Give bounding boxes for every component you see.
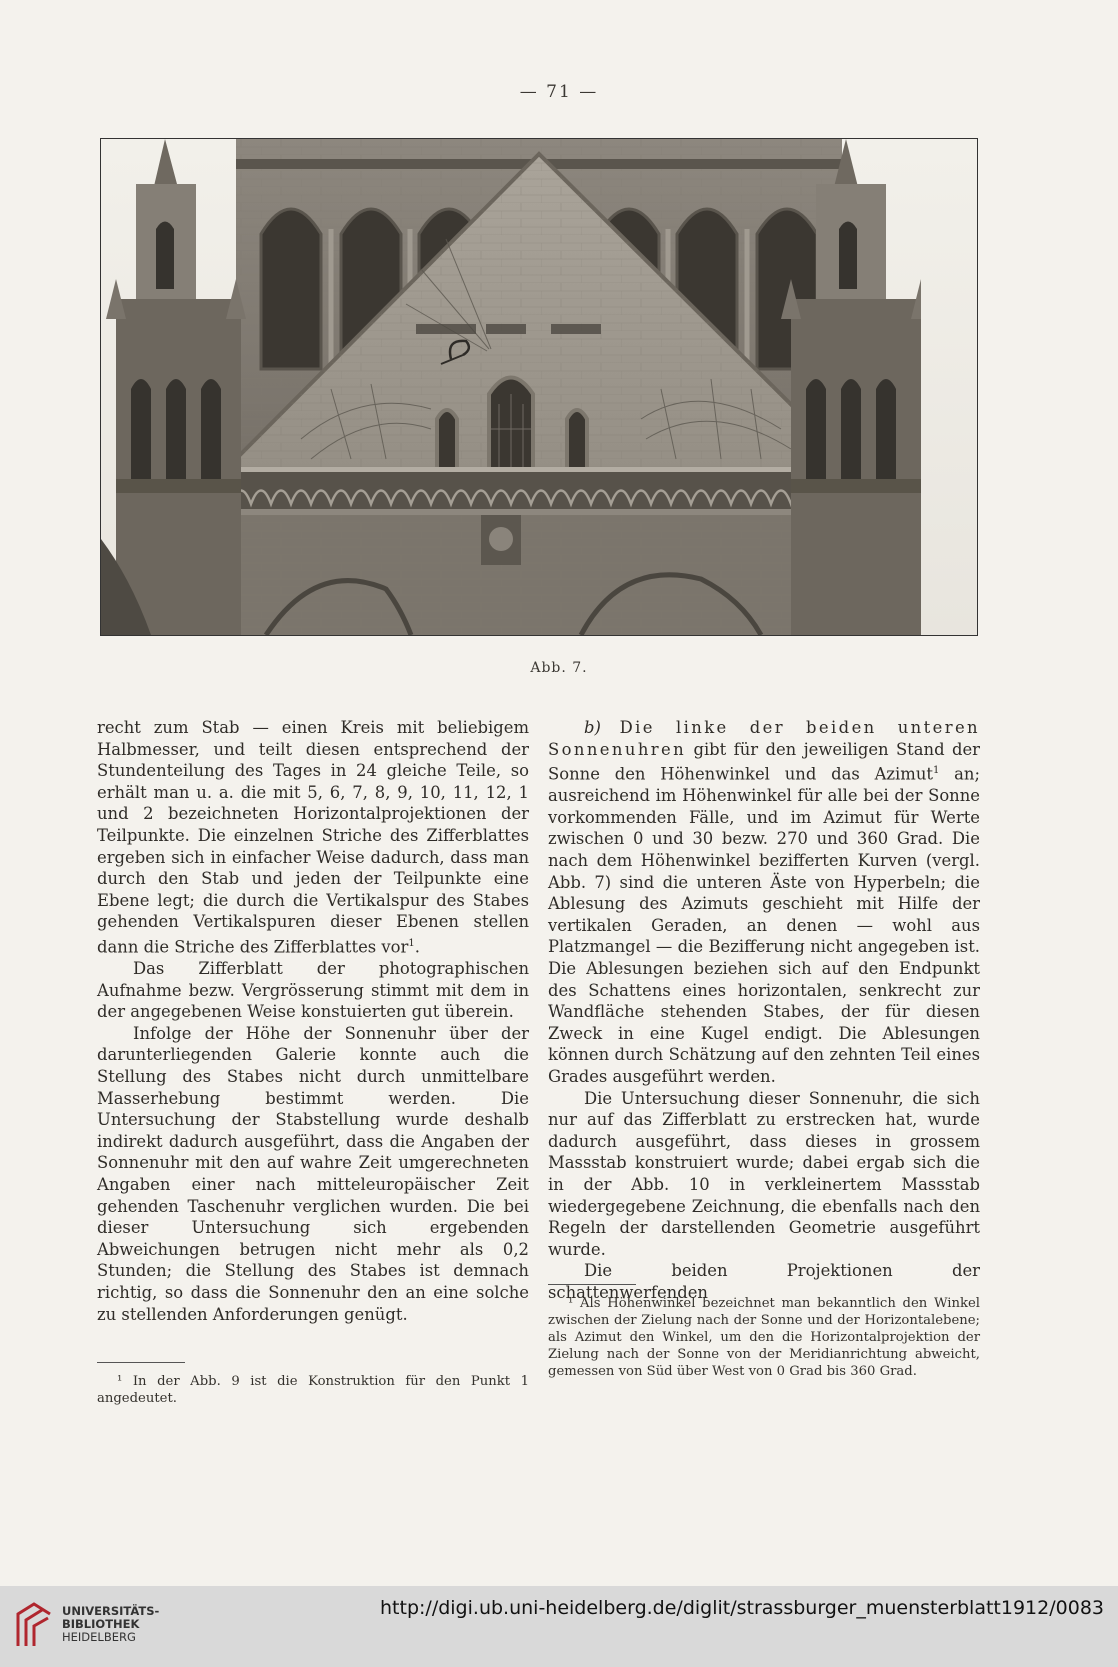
cathedral-facade-illustration — [101, 139, 977, 635]
left-column — [97, 717, 529, 1325]
right-footnote: ¹ Als Höhenwinkel bezeichnet man bekanntlich den Winkel zwischen der Zielung nach der Sonne und der Horizontalebene; als Azimut den Winkel, um den die Horizontalprojektion der Zielung nach der Sonne von der Meridianrichtung abweicht, gemessen von Süd über West von 0 Grad bis 360 Grad. — [548, 1296, 980, 1379]
right-footnote-block — [548, 1268, 980, 1380]
page-number: — 71 — — [519, 82, 599, 102]
right-paragraph-1: b) Die linke der beiden unteren Sonnenuhren gibt für den jeweiligen Stand der Sonne den Höhenwinkel und das Azimut$^1$ an; ausreichend im Höhenwinkel für alle bei der Sonne vorkommenden Fälle, und im Azimut für Werte zwischen 0 und 30 bezw. 270 und 360 Grad. Die nach dem Höhenwinkel bezifferten Kurven (vergl. Abb. 7) sind die unteren Äste von Hyperbeln; die Ablesung des Azimuts geschieht mit Hilfe der vertikalen Geraden, an denen — wohl aus Platzmangel — die Bezifferung nicht angegeben ist. Die Ablesungen beziehen sich auf den Endpunkt des Schattens eines horizontalen, senkrecht zur Wandfläche stehenden Stabes, der für diesen Zweck in eine Kugel endigt. Die Ablesungen können durch Schätzung auf den zehnten Teil eines Grades ausgeführt werden. — [548, 718, 981, 1086]
right-paragraph-2: Die Untersuchung dieser Sonnenuhr, die sich nur auf das Zifferblatt zu erstrecken hat, wurde dadurch ausgeführt, dass dieses in grossem Massstab konstruiert wurde; dabei ergab sich die in der Abb. 10 in verkleinertem Massstab wiedergegebene Zeichnung, die ebenfalls nach den Regeln der darstellenden Geometrie ausgeführt wurde. — [548, 1088, 980, 1259]
spaced-heading: Die linke der beiden unteren Sonnenuhren — [548, 718, 981, 759]
cathedral-photograph — [100, 138, 978, 636]
library-logo-icon — [14, 1600, 54, 1650]
right-paragraph-3: Die beiden Projektionen der schattenwerfenden — [548, 1261, 980, 1302]
left-paragraph-1: recht zum Stab — einen Kreis mit beliebigem Halbmesser, und teilt diesen entsprechend der Stundenteilung des Tages in 24 gleiche Teile, so erhält man u. a. die mit 5, 6, 7, 8, 9, 10, 11, 12, 1 und 2 bezeichneten Horizontalprojektionen der Teilpunkte. Die einzelnen Striche des Zifferblattes ergeben sich in einfacher Weise dadurch, dass man durch den Stab und jeden der Teilpunkte eine Ebene legt; die durch die Vertikalspur des Stabes gehenden Vertikalspuren dieser Ebenen stellen dann die Striche des Zifferblattes vor$^1$. — [97, 718, 529, 957]
right-column — [548, 717, 980, 1304]
footnote-rule — [97, 1362, 185, 1363]
left-paragraph-2: Das Zifferblatt der photographischen Aufnahme bezw. Vergrösserung stimmt mit dem in der angegebenen Weise konstuierten gut überein. — [97, 959, 529, 1022]
item-label: b) — [584, 718, 601, 737]
figure-caption: Abb. 7. — [530, 660, 588, 676]
left-paragraph-3: Infolge der Höhe der Sonnenuhr über der darunterliegenden Galerie konnte auch die Stellung des Stabes nicht durch unmittelbare Masserhebung bestimmt werden. Die Untersuchung der Stabstellung wurde deshalb indirekt dadurch ausgeführt, dass die Angaben der Sonnenuhr mit den auf wahre Zeit umgerechneten Angaben einer nach mitteleuropäischer Zeit gehenden Taschenuhr verglichen wurden. Die bei dieser Untersuchung sich ergebenden Abweichungen betrugen nicht mehr als 0,2 Stunden; die Stellung des Stabes ist demnach richtig, so dass die Sonnenuhr den an eine solche zu stellenden Anforderungen genügt. — [97, 1023, 529, 1324]
source-url-link[interactable]: http://digi.ub.uni-heidelberg.de/diglit/strassburger_muensterblatt1912/0083 — [380, 1597, 1104, 1619]
left-footnote: ¹ In der Abb. 9 ist die Konstruktion für den Punkt 1 angedeutet. — [97, 1374, 529, 1406]
footnote-marker: 1 — [408, 937, 415, 949]
left-footnote-block — [97, 1346, 529, 1407]
footnote-rule — [548, 1284, 636, 1285]
library-logo-text[interactable]: UNIVERSITÄTS- BIBLIOTHEK HEIDELBERG — [62, 1604, 160, 1644]
footnote-marker: 1 — [932, 765, 940, 777]
